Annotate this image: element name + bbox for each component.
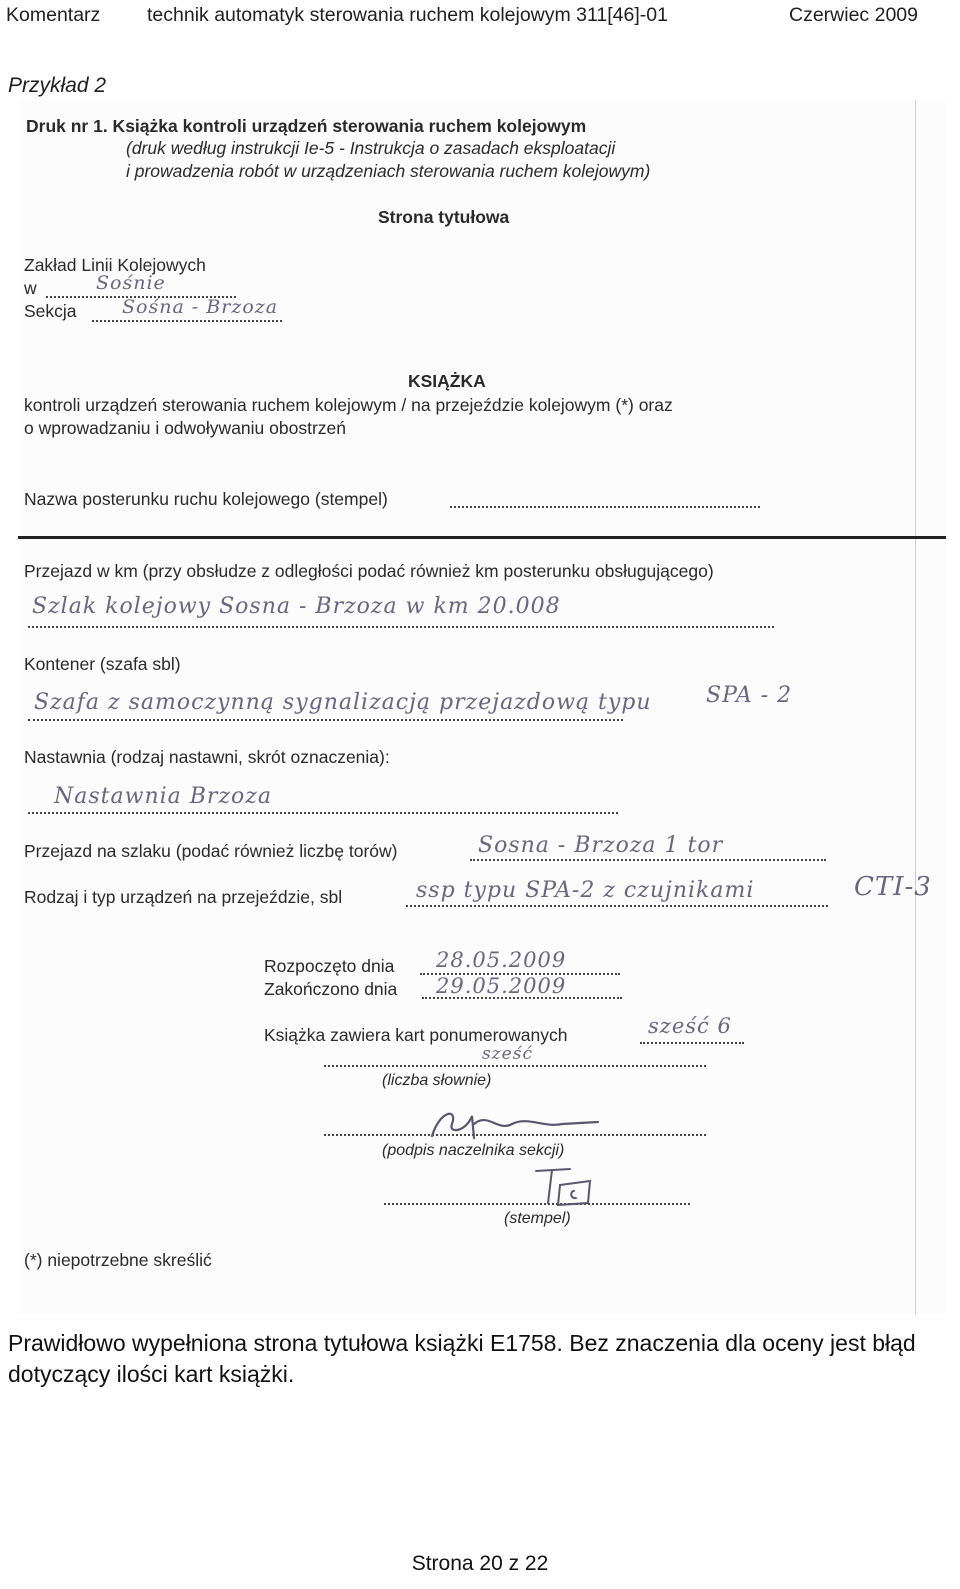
sekcja-dotted-line — [92, 320, 282, 322]
przejazd-km-value: Szlak kolejowy Sosna - Brzoza w km 20.008 — [32, 594, 561, 619]
rodzaj-label: Rodzaj i typ urządzeń na przejeździe, sbl — [24, 887, 343, 907]
divider-rule — [18, 536, 946, 539]
end-date-value: 29.05.2009 — [436, 974, 567, 998]
end-date-label: Zakończono dnia — [264, 979, 398, 999]
page-heading: Strona tytułowa — [378, 207, 510, 227]
przejazd-km-label: Przejazd w km (przy obsłudze z odległości podać również km posterunku obsługującego) — [24, 561, 714, 581]
book-heading: KSIĄŻKA — [408, 371, 486, 391]
kontener-extra: SPA - 2 — [706, 683, 793, 708]
kontener-value: Szafa z samoczynną sygnalizacją przejazdową typu — [34, 690, 652, 715]
header-center: technik automatyk sterowania ruchem kolejowym 311[46]-01 — [147, 4, 668, 26]
book-description-1: kontroli urządzeń sterowania ruchem kolejowym / na przejeździe kolejowym (*) oraz — [24, 395, 673, 415]
form-subtitle-2: i prowadzenia robót w urządzeniach sterowania ruchem kolejowym) — [126, 161, 651, 181]
pages-words-dotted-line — [324, 1065, 706, 1067]
w-label: w — [24, 278, 37, 298]
signature-image — [428, 1102, 608, 1146]
zaklad-label: Zakład Linii Kolejowych — [24, 255, 206, 275]
scan-edge — [915, 100, 916, 1314]
szlak-dotted-line — [470, 859, 826, 861]
caption: Prawidłowo wypełniona strona tytułowa książki E1758. Bez znaczenia dla oceny jest błąd dotyczący ilości kart książki. — [8, 1330, 916, 1387]
rodzaj-value: ssp typu SPA-2 z czujnikami — [416, 878, 755, 903]
page-footer: Strona 20 z 22 — [411, 1552, 549, 1575]
przejazd-km-dotted-line — [28, 626, 774, 628]
kontener-dotted-line — [28, 719, 623, 721]
sekcja-label: Sekcja — [24, 301, 77, 321]
pages-value: sześć 6 — [648, 1014, 732, 1038]
nastawnia-label: Nastawnia (rodzaj nastawni, skrót oznaczenia): — [24, 747, 390, 767]
stamp-image — [530, 1165, 600, 1209]
sekcja-value: Sośna - Brzoza — [122, 296, 279, 318]
signature-caption: (podpis naczelnika sekcji) — [382, 1142, 565, 1159]
stamp-caption: (stempel) — [504, 1210, 571, 1227]
start-date-label: Rozpoczęto dnia — [264, 956, 395, 976]
pages-words-value: sześć — [482, 1044, 533, 1064]
rodzaj-extra: CTI-3 — [854, 872, 932, 902]
header-left: Komentarz — [6, 4, 101, 26]
nastawnia-value: Nastawnia Brzoza — [54, 784, 272, 809]
pages-dotted-line — [640, 1042, 744, 1044]
form-subtitle-1: (druk według instrukcji Ie-5 - Instrukcja o zasadach eksploatacji — [126, 138, 616, 158]
start-date-value: 28.05.2009 — [436, 948, 567, 972]
kontener-label: Kontener (szafa sbl) — [24, 654, 181, 674]
pages-words-caption: (liczba słownie) — [382, 1072, 492, 1089]
nazwa-label: Nazwa posterunku ruchu kolejowego (stempel) — [24, 489, 388, 509]
form-title: Druk nr 1. Książka kontroli urządzeń sterowania ruchem kolejowym — [26, 116, 587, 136]
szlak-value: Sosna - Brzoza 1 tor — [478, 833, 724, 858]
example-label: Przykład 2 — [8, 74, 107, 97]
book-description-2: o wprowadzaniu i odwoływaniu obostrzeń — [24, 418, 346, 438]
nastawnia-dotted-line — [28, 812, 618, 814]
footnote: (*) niepotrzebne skreślić — [24, 1250, 212, 1270]
scanned-form — [18, 100, 946, 1314]
header-right: Czerwiec 2009 — [789, 4, 918, 26]
nazwa-dotted-line — [450, 506, 760, 508]
rodzaj-dotted-line — [406, 905, 828, 907]
w-value: Sośnie — [96, 272, 166, 294]
szlak-label: Przejazd na szlaku (podać również liczbę torów) — [24, 841, 398, 861]
pages-label: Książka zawiera kart ponumerowanych — [264, 1025, 568, 1045]
